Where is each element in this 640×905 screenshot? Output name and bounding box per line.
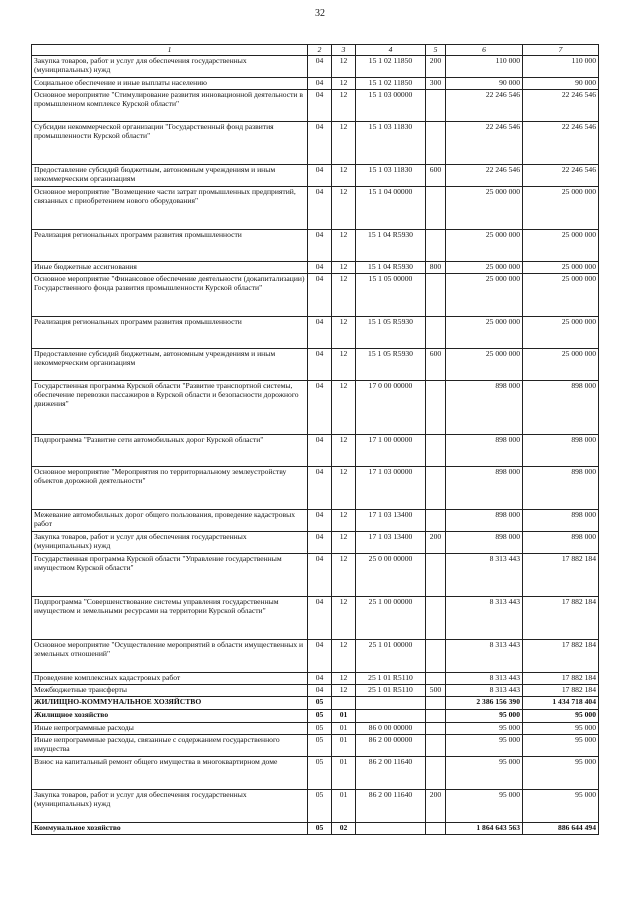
row-sum-year1-cell: 898 000 xyxy=(446,381,523,435)
row-name-cell: Взнос на капитальный ремонт общего имущества в многоквартирном доме xyxy=(32,757,308,790)
row-target-code-cell: 15 1 04 00000 xyxy=(356,187,426,230)
row-name-cell: Жилищное хозяйство xyxy=(32,710,308,723)
row-sum-year2-cell: 898 000 xyxy=(523,435,599,467)
row-target-code-cell: 25 1 01 R5110 xyxy=(356,685,426,697)
row-expense-type-cell xyxy=(426,597,446,640)
row-name-cell: Основное мероприятие "Мероприятия по территориальному землеустройству объектов дорожной деятельности" xyxy=(32,467,308,510)
row-sum-year1-cell: 8 313 443 xyxy=(446,554,523,597)
row-subsection-cell: 12 xyxy=(332,349,356,381)
table-row xyxy=(32,78,599,90)
row-expense-type-cell: 600 xyxy=(426,349,446,381)
row-target-code-cell: 86 2 00 00000 xyxy=(356,735,426,757)
row-sum-year1-cell: 8 313 443 xyxy=(446,640,523,673)
row-sum-year1-cell: 898 000 xyxy=(446,467,523,510)
row-sum-year2-cell: 110 000 xyxy=(523,56,599,78)
row-section-cell: 04 xyxy=(308,597,332,640)
row-name-cell: Государственная программа Курской области "Управление государственным имуществом Курской области" xyxy=(32,554,308,597)
row-subsection-cell: 12 xyxy=(332,317,356,349)
row-subsection-cell: 12 xyxy=(332,274,356,317)
row-name-cell: Коммунальное хозяйство xyxy=(32,823,308,835)
row-section-cell: 05 xyxy=(308,790,332,823)
row-sum-year1-cell: 8 313 443 xyxy=(446,597,523,640)
row-sum-year1-cell: 22 246 546 xyxy=(446,90,523,122)
row-subsection-cell: 12 xyxy=(332,532,356,554)
header-cell: 6 xyxy=(446,45,523,56)
row-target-code-cell: 15 1 03 11830 xyxy=(356,122,426,165)
row-name-cell: Закупка товаров, работ и услуг для обеспечения государственных (муниципальных) нужд xyxy=(32,56,308,78)
row-target-code-cell: 25 1 00 00000 xyxy=(356,597,426,640)
row-section-cell: 04 xyxy=(308,554,332,597)
row-sum-year1-cell: 25 000 000 xyxy=(446,187,523,230)
row-section-cell: 04 xyxy=(308,673,332,685)
table-row xyxy=(32,735,599,757)
row-target-code-cell: 25 0 00 00000 xyxy=(356,554,426,597)
table-row xyxy=(32,697,599,710)
row-sum-year2-cell: 25 000 000 xyxy=(523,317,599,349)
table-header-row xyxy=(32,45,599,56)
row-target-code-cell xyxy=(356,697,426,710)
table-row xyxy=(32,467,599,510)
row-expense-type-cell xyxy=(426,317,446,349)
row-expense-type-cell: 200 xyxy=(426,56,446,78)
row-expense-type-cell xyxy=(426,90,446,122)
row-subsection-cell: 02 xyxy=(332,823,356,835)
row-section-cell: 04 xyxy=(308,435,332,467)
row-target-code-cell: 15 1 03 00000 xyxy=(356,90,426,122)
row-sum-year2-cell: 1 434 718 404 xyxy=(523,697,599,710)
row-section-cell: 04 xyxy=(308,165,332,187)
row-sum-year1-cell: 898 000 xyxy=(446,510,523,532)
row-sum-year1-cell: 25 000 000 xyxy=(446,274,523,317)
row-expense-type-cell xyxy=(426,187,446,230)
page-number: 32 xyxy=(315,8,325,19)
row-name-cell: Государственная программа Курской области "Развитие транспортной системы, обеспечение перевозки пассажиров в Курской области и безопасности дорожного движения" xyxy=(32,381,308,435)
row-sum-year1-cell: 95 000 xyxy=(446,735,523,757)
table-row xyxy=(32,723,599,735)
row-expense-type-cell xyxy=(426,735,446,757)
row-section-cell: 04 xyxy=(308,349,332,381)
row-target-code-cell: 86 0 00 00000 xyxy=(356,723,426,735)
row-sum-year2-cell: 17 882 184 xyxy=(523,597,599,640)
row-name-cell: Иные непрограммные расходы xyxy=(32,723,308,735)
row-subsection-cell: 12 xyxy=(332,435,356,467)
row-subsection-cell: 12 xyxy=(332,78,356,90)
row-sum-year1-cell: 22 246 546 xyxy=(446,165,523,187)
row-name-cell: Иные бюджетные ассигнования xyxy=(32,262,308,274)
row-name-cell: Иные непрограммные расходы, связанные с содержанием государственного имущества xyxy=(32,735,308,757)
table-row xyxy=(32,640,599,673)
row-sum-year2-cell: 25 000 000 xyxy=(523,262,599,274)
row-sum-year2-cell: 25 000 000 xyxy=(523,187,599,230)
row-section-cell: 04 xyxy=(308,262,332,274)
table-row xyxy=(32,56,599,78)
row-target-code-cell: 15 1 02 11850 xyxy=(356,56,426,78)
row-name-cell: Межбюджетные трансферты xyxy=(32,685,308,697)
row-name-cell: Основное мероприятие "Финансовое обеспечение деятельности (докапитализации) Государственного фонда развития промышленности Курской области" xyxy=(32,274,308,317)
row-sum-year2-cell: 25 000 000 xyxy=(523,274,599,317)
table-row xyxy=(32,90,599,122)
row-subsection-cell xyxy=(332,697,356,710)
row-section-cell: 04 xyxy=(308,381,332,435)
row-subsection-cell: 01 xyxy=(332,723,356,735)
row-section-cell: 04 xyxy=(308,274,332,317)
table-row xyxy=(32,187,599,230)
row-sum-year1-cell: 25 000 000 xyxy=(446,230,523,262)
row-target-code-cell xyxy=(356,823,426,835)
row-sum-year2-cell: 95 000 xyxy=(523,735,599,757)
row-sum-year1-cell: 25 000 000 xyxy=(446,262,523,274)
row-name-cell: Основное мероприятие "Стимулирование развития инновационной деятельности в промышленном комплексе Курской области" xyxy=(32,90,308,122)
row-section-cell: 05 xyxy=(308,723,332,735)
row-expense-type-cell xyxy=(426,230,446,262)
row-target-code-cell: 86 2 00 11640 xyxy=(356,790,426,823)
row-sum-year2-cell: 95 000 xyxy=(523,723,599,735)
row-name-cell: Подпрограмма "Совершенствование системы управления государственным имуществом и земельными ресурсами на территории Курской области" xyxy=(32,597,308,640)
row-expense-type-cell xyxy=(426,823,446,835)
row-subsection-cell: 12 xyxy=(332,467,356,510)
row-name-cell: Социальное обеспечение и иные выплаты населению xyxy=(32,78,308,90)
row-subsection-cell: 12 xyxy=(332,56,356,78)
row-subsection-cell: 01 xyxy=(332,790,356,823)
row-sum-year2-cell: 898 000 xyxy=(523,510,599,532)
table-row xyxy=(32,790,599,823)
row-expense-type-cell: 800 xyxy=(426,262,446,274)
budget-table xyxy=(31,44,599,835)
row-target-code-cell: 17 1 03 13400 xyxy=(356,510,426,532)
row-sum-year2-cell: 25 000 000 xyxy=(523,230,599,262)
row-sum-year2-cell: 17 882 184 xyxy=(523,685,599,697)
table-row xyxy=(32,757,599,790)
row-sum-year2-cell: 17 882 184 xyxy=(523,640,599,673)
row-expense-type-cell xyxy=(426,757,446,790)
row-sum-year2-cell: 17 882 184 xyxy=(523,554,599,597)
row-subsection-cell: 12 xyxy=(332,685,356,697)
row-section-cell: 04 xyxy=(308,510,332,532)
row-subsection-cell: 12 xyxy=(332,554,356,597)
table-row xyxy=(32,710,599,723)
row-subsection-cell: 12 xyxy=(332,187,356,230)
row-sum-year2-cell: 22 246 546 xyxy=(523,90,599,122)
row-target-code-cell: 15 1 04 R5930 xyxy=(356,230,426,262)
row-subsection-cell: 12 xyxy=(332,673,356,685)
row-section-cell: 05 xyxy=(308,757,332,790)
row-expense-type-cell xyxy=(426,673,446,685)
table-row xyxy=(32,317,599,349)
row-section-cell: 05 xyxy=(308,697,332,710)
row-sum-year1-cell: 25 000 000 xyxy=(446,317,523,349)
row-expense-type-cell xyxy=(426,723,446,735)
row-section-cell: 04 xyxy=(308,317,332,349)
row-target-code-cell: 15 1 02 11850 xyxy=(356,78,426,90)
row-expense-type-cell xyxy=(426,640,446,673)
row-section-cell: 04 xyxy=(308,78,332,90)
row-sum-year1-cell: 22 246 546 xyxy=(446,122,523,165)
row-target-code-cell: 17 0 00 00000 xyxy=(356,381,426,435)
header-cell: 2 xyxy=(308,45,332,56)
row-expense-type-cell xyxy=(426,554,446,597)
row-section-cell: 04 xyxy=(308,685,332,697)
row-expense-type-cell: 600 xyxy=(426,165,446,187)
row-target-code-cell: 15 1 03 11830 xyxy=(356,165,426,187)
row-sum-year2-cell: 17 882 184 xyxy=(523,673,599,685)
row-expense-type-cell: 300 xyxy=(426,78,446,90)
table-row xyxy=(32,381,599,435)
row-target-code-cell: 15 1 05 R5930 xyxy=(356,317,426,349)
row-sum-year2-cell: 95 000 xyxy=(523,757,599,790)
row-expense-type-cell: 200 xyxy=(426,532,446,554)
header-cell: 3 xyxy=(332,45,356,56)
row-sum-year2-cell: 22 246 546 xyxy=(523,165,599,187)
row-sum-year1-cell: 8 313 443 xyxy=(446,673,523,685)
table-row xyxy=(32,230,599,262)
row-target-code-cell: 15 1 04 R5930 xyxy=(356,262,426,274)
table-row xyxy=(32,435,599,467)
row-sum-year1-cell: 8 313 443 xyxy=(446,685,523,697)
row-sum-year2-cell: 898 000 xyxy=(523,532,599,554)
row-sum-year2-cell: 22 246 546 xyxy=(523,122,599,165)
row-sum-year2-cell: 95 000 xyxy=(523,790,599,823)
row-name-cell: Закупка товаров, работ и услуг для обеспечения государственных (муниципальных) нужд xyxy=(32,790,308,823)
row-subsection-cell: 12 xyxy=(332,597,356,640)
table-row xyxy=(32,685,599,697)
row-sum-year1-cell: 95 000 xyxy=(446,757,523,790)
table-row xyxy=(32,597,599,640)
row-name-cell: Проведение комплексных кадастровых работ xyxy=(32,673,308,685)
row-sum-year1-cell: 95 000 xyxy=(446,710,523,723)
row-subsection-cell: 12 xyxy=(332,165,356,187)
row-name-cell: Предоставление субсидий бюджетным, автономным учреждениям и иным некоммерческим организациям xyxy=(32,165,308,187)
row-sum-year2-cell: 898 000 xyxy=(523,381,599,435)
row-section-cell: 05 xyxy=(308,823,332,835)
table-row xyxy=(32,262,599,274)
header-cell: 5 xyxy=(426,45,446,56)
row-expense-type-cell xyxy=(426,510,446,532)
row-expense-type-cell xyxy=(426,710,446,723)
row-sum-year1-cell: 898 000 xyxy=(446,435,523,467)
row-sum-year1-cell: 898 000 xyxy=(446,532,523,554)
row-name-cell: Подпрограмма "Развитие сети автомобильных дорог Курской области" xyxy=(32,435,308,467)
table-row xyxy=(32,122,599,165)
row-expense-type-cell xyxy=(426,697,446,710)
row-sum-year1-cell: 95 000 xyxy=(446,723,523,735)
row-name-cell: ЖИЛИЩНО-КОММУНАЛЬНОЕ ХОЗЯЙСТВО xyxy=(32,697,308,710)
row-subsection-cell: 12 xyxy=(332,381,356,435)
row-name-cell: Реализация региональных программ развития промышленности xyxy=(32,317,308,349)
row-section-cell: 04 xyxy=(308,532,332,554)
row-sum-year1-cell: 25 000 000 xyxy=(446,349,523,381)
row-section-cell: 04 xyxy=(308,467,332,510)
row-sum-year2-cell: 95 000 xyxy=(523,710,599,723)
row-section-cell: 04 xyxy=(308,56,332,78)
row-section-cell: 05 xyxy=(308,710,332,723)
row-subsection-cell: 12 xyxy=(332,640,356,673)
row-sum-year2-cell: 25 000 000 xyxy=(523,349,599,381)
row-expense-type-cell xyxy=(426,467,446,510)
row-target-code-cell: 17 1 03 13400 xyxy=(356,532,426,554)
table-row xyxy=(32,349,599,381)
table-row xyxy=(32,532,599,554)
row-sum-year1-cell: 95 000 xyxy=(446,790,523,823)
row-sum-year1-cell: 1 864 643 563 xyxy=(446,823,523,835)
row-subsection-cell: 01 xyxy=(332,757,356,790)
row-subsection-cell: 12 xyxy=(332,230,356,262)
row-name-cell: Закупка товаров, работ и услуг для обеспечения государственных (муниципальных) нужд xyxy=(32,532,308,554)
table-row xyxy=(32,274,599,317)
row-target-code-cell: 17 1 03 00000 xyxy=(356,467,426,510)
table-row xyxy=(32,673,599,685)
row-sum-year2-cell: 886 644 494 xyxy=(523,823,599,835)
row-target-code-cell xyxy=(356,710,426,723)
row-subsection-cell: 01 xyxy=(332,710,356,723)
row-sum-year1-cell: 90 000 xyxy=(446,78,523,90)
row-target-code-cell: 15 1 05 R5930 xyxy=(356,349,426,381)
row-expense-type-cell: 200 xyxy=(426,790,446,823)
row-expense-type-cell xyxy=(426,122,446,165)
row-target-code-cell: 15 1 05 00000 xyxy=(356,274,426,317)
row-section-cell: 05 xyxy=(308,735,332,757)
row-subsection-cell: 12 xyxy=(332,122,356,165)
row-target-code-cell: 25 1 01 00000 xyxy=(356,640,426,673)
header-cell: 7 xyxy=(523,45,599,56)
row-name-cell: Межевание автомобильных дорог общего пользования, проведение кадастровых работ xyxy=(32,510,308,532)
row-section-cell: 04 xyxy=(308,187,332,230)
table-row xyxy=(32,554,599,597)
header-cell: 4 xyxy=(356,45,426,56)
row-section-cell: 04 xyxy=(308,640,332,673)
row-target-code-cell: 17 1 00 00000 xyxy=(356,435,426,467)
row-subsection-cell: 01 xyxy=(332,735,356,757)
row-sum-year1-cell: 110 000 xyxy=(446,56,523,78)
row-expense-type-cell xyxy=(426,381,446,435)
row-subsection-cell: 12 xyxy=(332,510,356,532)
table-row xyxy=(32,823,599,835)
row-expense-type-cell: 500 xyxy=(426,685,446,697)
row-section-cell: 04 xyxy=(308,122,332,165)
row-name-cell: Основное мероприятие "Осуществление мероприятий в области имущественных и земельных отношений" xyxy=(32,640,308,673)
row-target-code-cell: 86 2 00 11640 xyxy=(356,757,426,790)
row-name-cell: Субсидии некоммерческой организации "Государственный фонд развития промышленности Курской области" xyxy=(32,122,308,165)
row-name-cell: Предоставление субсидий бюджетным, автономным учреждениям и иным некоммерческим организациям xyxy=(32,349,308,381)
row-subsection-cell: 12 xyxy=(332,90,356,122)
table-row xyxy=(32,165,599,187)
header-cell: 1 xyxy=(32,45,308,56)
row-section-cell: 04 xyxy=(308,230,332,262)
row-subsection-cell: 12 xyxy=(332,262,356,274)
row-name-cell: Реализация региональных программ развития промышленности xyxy=(32,230,308,262)
row-section-cell: 04 xyxy=(308,90,332,122)
row-target-code-cell: 25 1 01 R5110 xyxy=(356,673,426,685)
row-expense-type-cell xyxy=(426,274,446,317)
row-sum-year2-cell: 898 000 xyxy=(523,467,599,510)
table-row xyxy=(32,510,599,532)
row-name-cell: Основное мероприятие "Возмещение части затрат промышленных предприятий, связанных с приобретением нового оборудования" xyxy=(32,187,308,230)
row-sum-year2-cell: 90 000 xyxy=(523,78,599,90)
row-sum-year1-cell: 2 386 156 390 xyxy=(446,697,523,710)
row-expense-type-cell xyxy=(426,435,446,467)
